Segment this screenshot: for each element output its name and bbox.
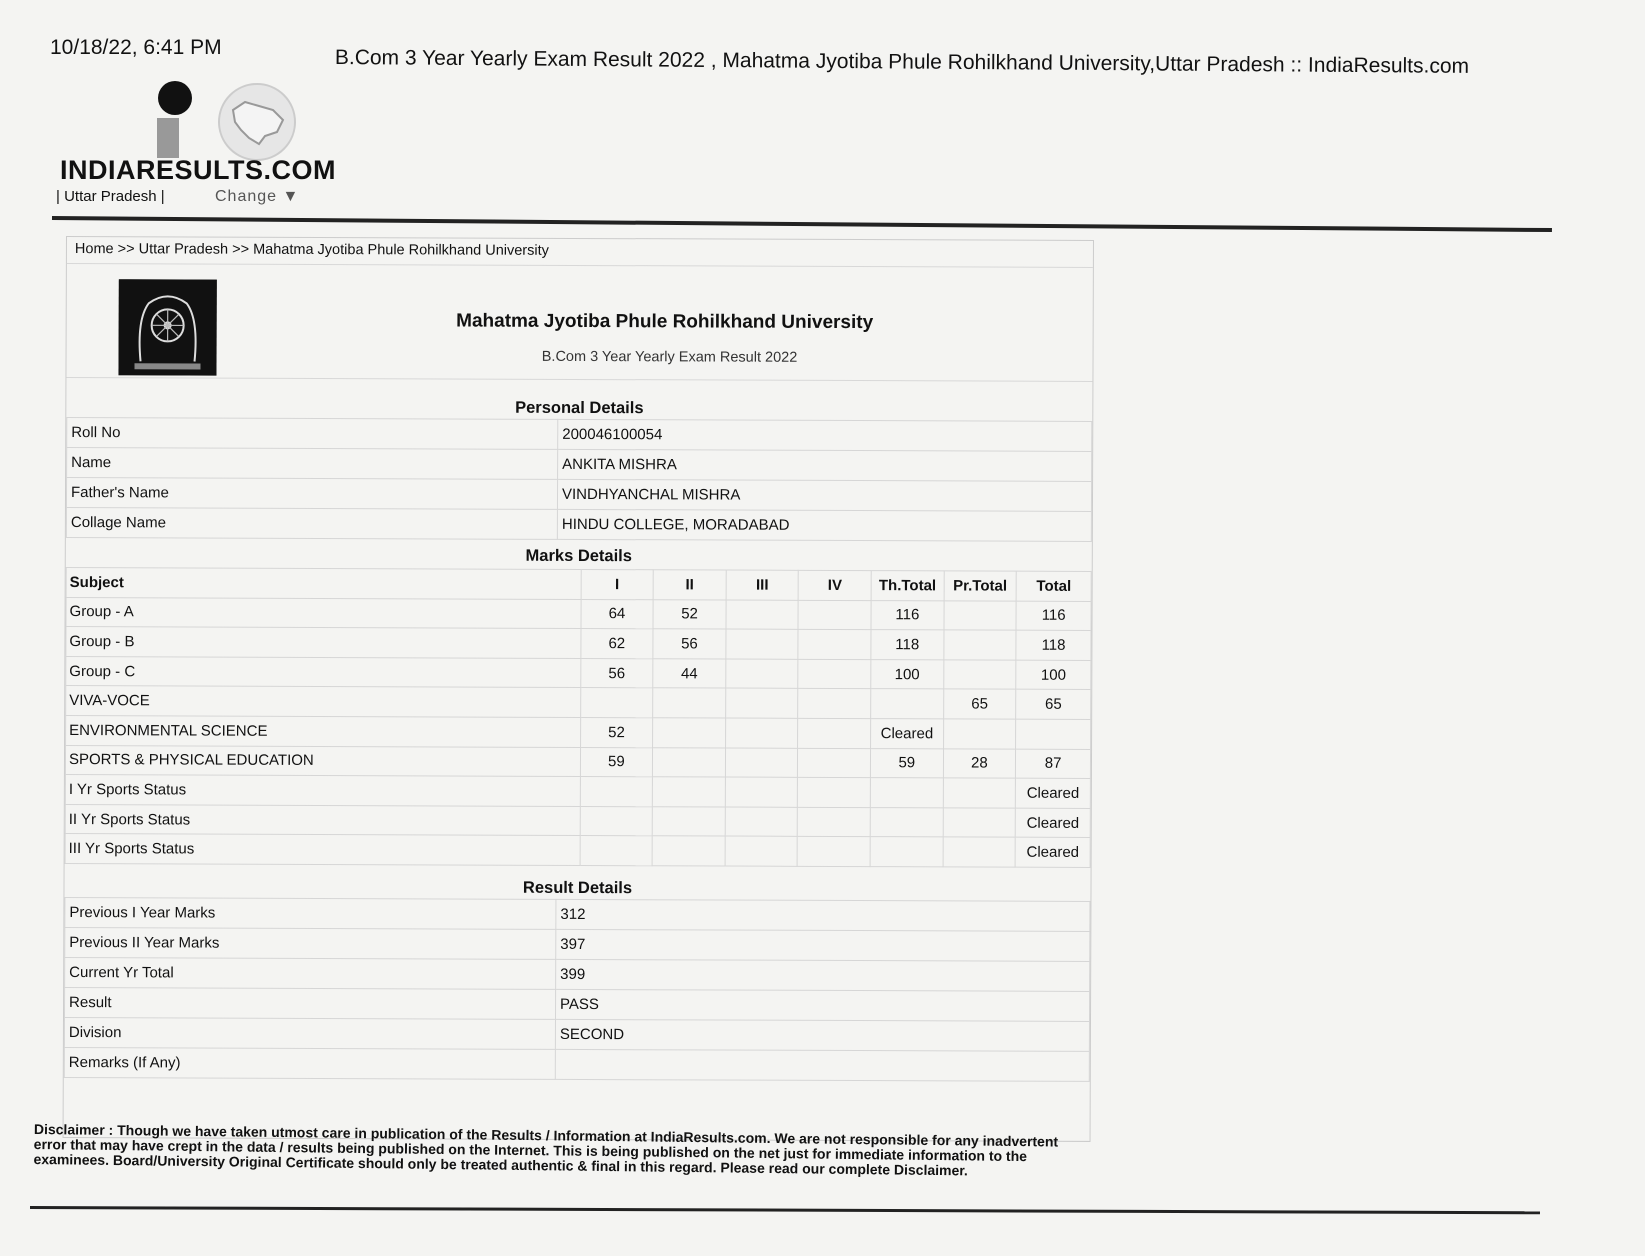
practical-total xyxy=(943,778,1016,808)
row-total: 87 xyxy=(1016,749,1091,779)
paper-1-marks xyxy=(580,806,653,836)
breadcrumb-state[interactable]: Uttar Pradesh xyxy=(138,241,229,258)
roll-no-label: Roll No xyxy=(67,418,558,450)
table-row xyxy=(65,958,1090,992)
table-row xyxy=(66,715,1091,749)
paper-3-marks xyxy=(725,718,798,748)
marks-details-heading: Marks Details xyxy=(525,546,632,566)
paper-3-marks xyxy=(726,629,799,659)
subject-name: Group - B xyxy=(66,627,581,659)
table-row xyxy=(65,745,1090,779)
paper-1-marks xyxy=(580,777,653,807)
prev-2-year-value: 397 xyxy=(556,929,1090,961)
paper-2-marks: 44 xyxy=(653,659,726,689)
remarks-label: Remarks (If Any) xyxy=(64,1047,555,1079)
personal-details-heading: Personal Details xyxy=(515,398,644,418)
breadcrumb-university[interactable]: Mahatma Jyotiba Phule Rohilkhand University xyxy=(253,241,549,259)
header-paper-4: IV xyxy=(799,570,872,600)
paper-2-marks: 56 xyxy=(653,629,726,659)
practical-total xyxy=(944,600,1017,630)
header-practical-total: Pr.Total xyxy=(944,571,1017,601)
table-header-row xyxy=(66,568,1091,602)
table-row xyxy=(64,988,1089,1022)
result-label: Result xyxy=(64,988,555,1020)
paper-4-marks xyxy=(798,659,871,689)
table-row xyxy=(66,686,1091,720)
table-row xyxy=(66,508,1091,542)
row-total: Cleared xyxy=(1015,837,1090,867)
practical-total xyxy=(944,630,1017,660)
row-total: 65 xyxy=(1016,690,1091,720)
table-row xyxy=(64,1018,1089,1052)
change-state-link[interactable]: Change ▼ xyxy=(215,188,300,205)
current-total-value: 399 xyxy=(556,959,1090,991)
paper-1-marks xyxy=(580,836,653,866)
result-details-table xyxy=(64,897,1091,1082)
theory-total xyxy=(870,778,943,808)
breadcrumb-separator: >> xyxy=(113,241,139,258)
subject-name: ENVIRONMENTAL SCIENCE xyxy=(66,715,581,747)
current-total-label: Current Yr Total xyxy=(65,958,556,990)
theory-total: 59 xyxy=(870,748,943,778)
table-row xyxy=(65,804,1090,838)
prev-1-year-value: 312 xyxy=(556,899,1090,931)
subject-name: Group - A xyxy=(66,597,581,629)
theory-total: 100 xyxy=(871,659,944,689)
table-row xyxy=(65,775,1090,809)
marks-table xyxy=(65,567,1092,868)
university-name: Mahatma Jyotiba Phule Rohilkhand University xyxy=(456,310,874,334)
college-name-label: Collage Name xyxy=(66,508,557,540)
print-page-title: B.Com 3 Year Yearly Exam Result 2022 , Mahatma Jyotiba Phule Rohilkhand University,Uttar Pradesh :: IndiaResults.com xyxy=(334,46,1470,78)
paper-2-marks xyxy=(653,777,726,807)
subject-name: VIVA-VOCE xyxy=(66,686,581,718)
paper-2-marks xyxy=(653,688,726,718)
paper-3-marks xyxy=(725,807,798,837)
paper-3-marks xyxy=(725,777,798,807)
row-total: Cleared xyxy=(1015,808,1090,838)
subject-name: SPORTS & PHYSICAL EDUCATION xyxy=(65,745,580,777)
name-label: Name xyxy=(67,448,558,480)
print-date: 10/18/22, 6:41 PM xyxy=(50,36,222,59)
paper-1-marks xyxy=(580,688,653,718)
table-row xyxy=(65,898,1090,932)
prev-2-year-label: Previous II Year Marks xyxy=(65,928,556,960)
paper-3-marks xyxy=(726,600,799,630)
theory-total xyxy=(871,689,944,719)
table-row xyxy=(66,627,1091,661)
paper-4-marks xyxy=(798,630,871,660)
row-total: Cleared xyxy=(1016,778,1091,808)
paper-3-marks xyxy=(725,748,798,778)
subject-name: II Yr Sports Status xyxy=(65,804,580,836)
disclaimer-text: Disclaimer : Though we have taken utmost care in publication of the Results / Information at IndiaResults.com. We are not responsible for any inadvertent error that may have crept in the data / results being published on the Internet. This is being published on the net just for immediate information to the examinees. Board/University Original Certificate should only be treated authentic & final in this regard. Please read our complete Disclaimer. xyxy=(33,1121,1059,1179)
result-value: PASS xyxy=(555,989,1089,1021)
father-name-value: VINDHYANCHAL MISHRA xyxy=(557,479,1091,511)
exam-title: B.Com 3 Year Yearly Exam Result 2022 xyxy=(541,348,798,366)
practical-total: 65 xyxy=(943,689,1016,719)
paper-4-marks xyxy=(798,689,871,719)
table-row xyxy=(67,418,1092,452)
paper-3-marks xyxy=(726,659,799,689)
result-details-heading: Result Details xyxy=(522,878,633,898)
paper-4-marks xyxy=(798,807,871,837)
header-paper-3: III xyxy=(726,570,799,600)
subject-name: III Yr Sports Status xyxy=(65,834,580,866)
brand-name: INDIARESULTS.COM xyxy=(60,155,336,185)
header-paper-2: II xyxy=(653,570,726,600)
roll-no-value: 200046100054 xyxy=(558,419,1092,451)
row-total xyxy=(1016,719,1091,749)
breadcrumb-separator: >> xyxy=(228,241,254,258)
footer-divider xyxy=(30,1206,1540,1214)
theory-total xyxy=(870,807,943,837)
table-row xyxy=(66,597,1091,631)
theory-total: 118 xyxy=(871,630,944,660)
theory-total xyxy=(870,837,943,867)
theory-total: 116 xyxy=(871,600,944,630)
site-logo[interactable] xyxy=(56,80,336,210)
practical-total: 28 xyxy=(943,748,1016,778)
practical-total xyxy=(943,660,1016,690)
state-map-icon xyxy=(215,80,300,165)
paper-1-marks: 64 xyxy=(581,599,654,629)
paper-2-marks xyxy=(653,718,726,748)
personal-details-table xyxy=(66,417,1092,542)
breadcrumb xyxy=(75,241,549,259)
theory-total: Cleared xyxy=(871,719,944,749)
table-row xyxy=(64,1047,1089,1081)
header-theory-total: Th.Total xyxy=(871,571,944,601)
paper-2-marks xyxy=(653,747,726,777)
name-value: ANKITA MISHRA xyxy=(558,449,1092,481)
paper-4-marks xyxy=(798,718,871,748)
result-panel xyxy=(63,236,1094,1142)
paper-3-marks xyxy=(725,688,798,718)
header-total: Total xyxy=(1016,571,1091,601)
paper-1-marks: 62 xyxy=(580,629,653,659)
row-total: 118 xyxy=(1016,630,1091,660)
paper-1-marks: 56 xyxy=(580,658,653,688)
logo-person-icon xyxy=(155,80,215,160)
table-row xyxy=(65,928,1090,962)
header-subject: Subject xyxy=(66,568,581,600)
paper-2-marks xyxy=(652,807,725,837)
paper-1-marks: 52 xyxy=(580,717,653,747)
table-row xyxy=(67,448,1092,482)
college-name-value: HINDU COLLEGE, MORADABAD xyxy=(557,509,1091,541)
divider xyxy=(66,377,1092,382)
paper-1-marks: 59 xyxy=(580,747,653,777)
print-header xyxy=(0,0,1645,90)
row-total: 100 xyxy=(1016,660,1091,690)
breadcrumb-home[interactable]: Home xyxy=(74,241,114,258)
paper-4-marks xyxy=(798,600,871,630)
practical-total xyxy=(943,808,1016,838)
header-paper-1: I xyxy=(581,569,654,599)
divider xyxy=(67,263,1093,268)
division-label: Division xyxy=(64,1018,555,1050)
practical-total xyxy=(943,837,1016,867)
row-total: 116 xyxy=(1016,601,1091,631)
paper-4-marks xyxy=(798,748,871,778)
table-row xyxy=(66,656,1091,690)
father-name-label: Father's Name xyxy=(66,478,557,510)
paper-4-marks xyxy=(798,837,871,867)
state-label: | Uttar Pradesh | xyxy=(56,188,165,205)
remarks-value xyxy=(555,1049,1089,1081)
prev-1-year-label: Previous I Year Marks xyxy=(65,898,556,930)
subject-name: Group - C xyxy=(66,656,581,688)
paper-3-marks xyxy=(725,836,798,866)
practical-total xyxy=(943,719,1016,749)
table-row xyxy=(65,834,1090,868)
table-row xyxy=(66,478,1091,512)
paper-4-marks xyxy=(798,777,871,807)
paper-2-marks xyxy=(652,836,725,866)
header-divider xyxy=(52,216,1552,232)
division-value: SECOND xyxy=(555,1019,1089,1051)
subject-name: I Yr Sports Status xyxy=(65,775,580,807)
paper-2-marks: 52 xyxy=(653,599,726,629)
